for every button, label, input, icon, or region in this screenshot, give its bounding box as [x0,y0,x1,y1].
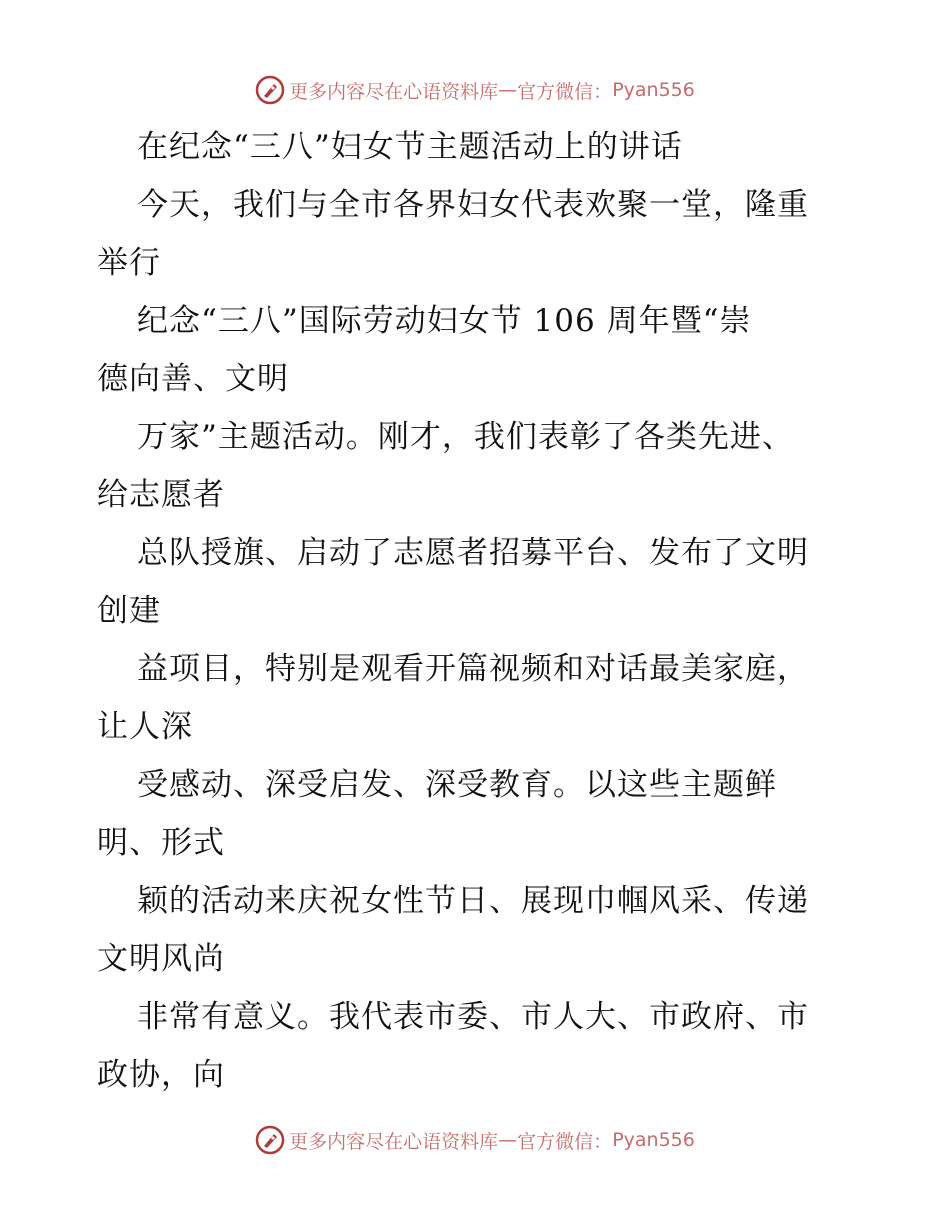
paragraph-line: 德向善、文明 [97,361,289,397]
paragraph-line: 明、形式 [97,825,225,861]
paragraph-line: 受感动、深受启发、深受教育。以这些主题鲜 [137,767,777,803]
document-body [97,118,857,1104]
pen-nib-logo-icon [255,75,285,105]
watermark-separator: — [498,1129,518,1151]
paragraph-line: 文明风尚 [97,941,225,977]
footer-watermark [0,1120,950,1160]
watermark-wechat-label: 官方微信： [517,1130,613,1153]
paragraph-line: 给志愿者 [97,477,225,513]
paragraph-line: 益项目，特别是观看开篇视频和对话最美家庭， [137,651,809,687]
watermark-text: 更多内容尽在心语资料库 [289,1130,499,1153]
header-watermark [0,70,950,110]
paragraph-line: 纪念“三八”国际劳动妇女节 106 周年暨“崇 [137,303,752,339]
paragraph-line: 让人深 [97,709,193,745]
watermark-separator: — [498,79,518,101]
document-title: 在纪念“三八”妇女节主题活动上的讲话 [137,129,683,165]
watermark-wechat-label: 官方微信： [517,80,613,103]
paragraph-line: 总队授旗、启动了志愿者招募平台、发布了文明 [137,535,809,571]
watermark-wechat-id: Pyan556 [612,1129,695,1151]
pen-nib-logo-icon [255,1125,285,1155]
watermark-wechat-id: Pyan556 [612,79,695,101]
paragraph-line: 颖的活动来庆祝女性节日、展现巾帼风采、传递 [137,883,809,919]
watermark-text: 更多内容尽在心语资料库 [289,80,499,103]
paragraph-line: 今天，我们与全市各界妇女代表欢聚一堂，隆重 [137,187,809,223]
paragraph-line: 政协，向 [97,1057,225,1093]
paragraph-line: 万家”主题活动。刚才，我们表彰了各类先进、 [137,419,794,455]
paragraph-line: 创建 [97,593,161,629]
paragraph-line: 举行 [97,245,161,281]
paragraph-line: 非常有意义。我代表市委、市人大、市政府、市 [137,999,809,1035]
